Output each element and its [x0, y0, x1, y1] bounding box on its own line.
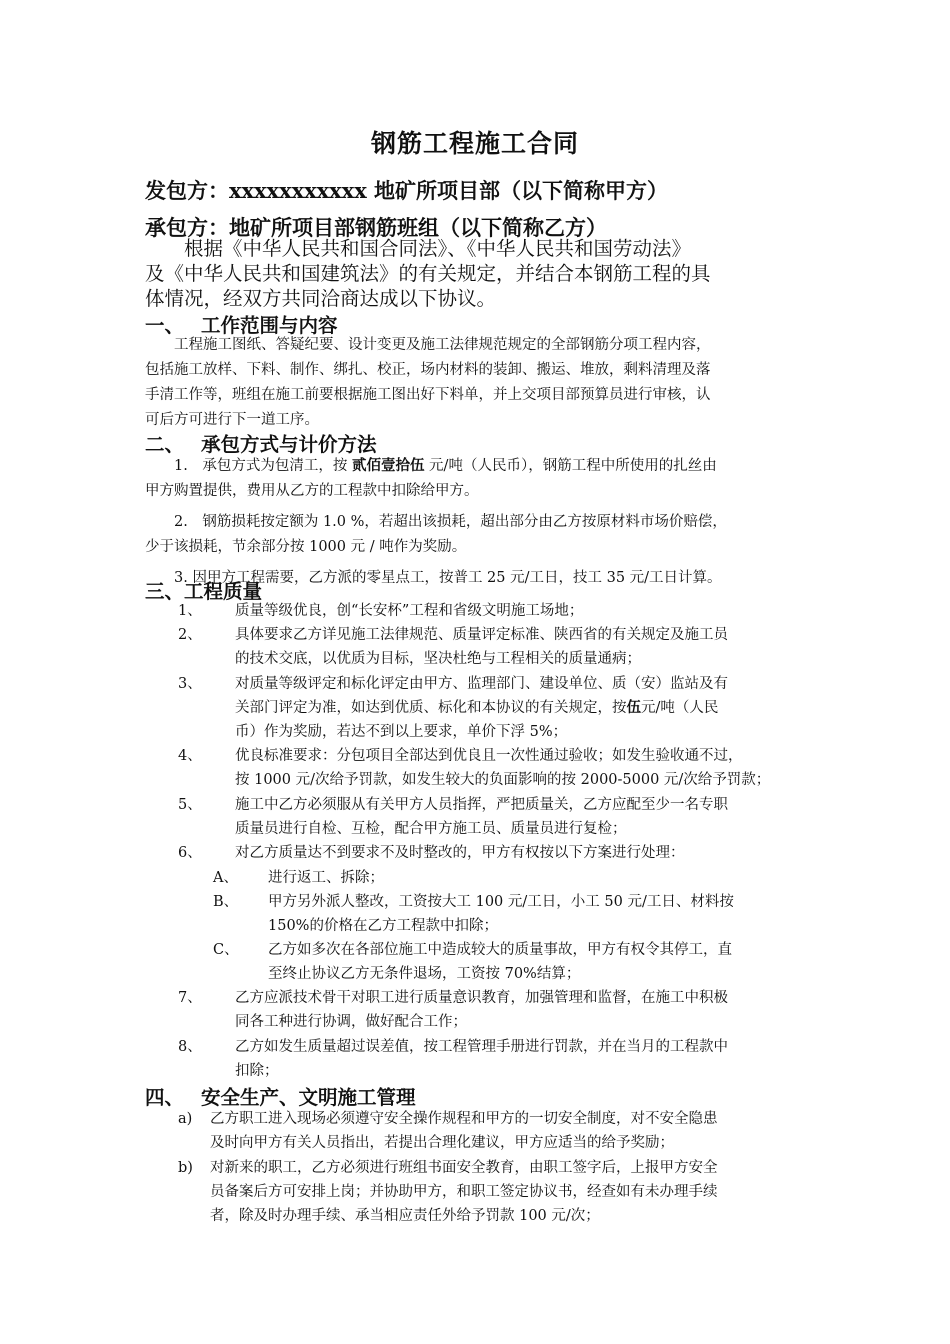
- section-3-heading: 三、工程质量: [145, 580, 263, 603]
- item-line: 按 1000 元/次给予罚款，如发生较大的负面影响的按 2000-5000 元/次给予罚款；: [235, 772, 771, 788]
- paragraph-line: 可后方可进行下一道工序。: [145, 412, 319, 428]
- item-marker: 5、: [178, 797, 202, 813]
- item-line: 甲方另外派人整改，工资按大工 100 元/工日，小工 50 元/工日、材料按: [268, 894, 734, 910]
- item-marker: 8、: [178, 1039, 202, 1055]
- item-text: [210, 1107, 718, 1155]
- item-text: [268, 866, 384, 890]
- paragraph-line: 2. 钢筋损耗按定额为 1.0 %，若超出该损耗，超出部分由乙方按原材料市场价赔偿，: [145, 514, 727, 530]
- item-marker: 2、: [178, 627, 202, 643]
- item-marker: 6、: [178, 845, 202, 861]
- item-line: 施工中乙方必须服从有关甲方人员指挥，严把质量关，乙方应配至少一名专职: [235, 797, 728, 813]
- item-text: [210, 1156, 718, 1228]
- item-marker: a): [178, 1111, 193, 1127]
- item-line: 币）作为奖励，若达不到以上要求，单价下浮 5%；: [235, 724, 568, 740]
- item-marker: 1、: [178, 603, 202, 619]
- section-number: 一、: [145, 314, 185, 337]
- intro-line: 根据《中华人民共和国合同法》、《中华人民共和国劳动法》: [145, 237, 692, 260]
- party-b-line: 承包方：地矿所项目部钢筋班组（以下简称乙方）: [145, 215, 607, 240]
- item-line: 者，除及时办理手续、承当相应责任外给予罚款 100 元/次；: [210, 1208, 600, 1224]
- item-marker: b): [178, 1160, 193, 1176]
- item-text: [235, 986, 728, 1034]
- item-marker: 4、: [178, 748, 202, 764]
- item-text: [235, 841, 685, 865]
- section-4-heading: [145, 1082, 416, 1110]
- section-2-paragraph: [145, 453, 810, 591]
- item-text: [235, 793, 728, 841]
- item-line: 及时向甲方有关人员指出，若提出合理化建议，甲方应适当的给予奖励；: [210, 1135, 674, 1151]
- paragraph-line: 包括施工放样、下料、制作、绑扎、校正，场内材料的装卸、搬运、堆放，剩料清理及落: [145, 362, 711, 378]
- intro-paragraph: [145, 236, 810, 311]
- item-line: 具体要求乙方详见施工法律规范、质量评定标准、陕西省的有关规定及施工员: [235, 627, 728, 643]
- document-title: 钢筋工程施工合同: [370, 129, 579, 158]
- item-text: [235, 599, 583, 623]
- item-line: 对乙方质量达不到要求不及时整改的，甲方有权按以下方案进行处理：: [235, 845, 685, 861]
- item-marker: B、: [213, 894, 239, 910]
- section-title: 工作范围与内容: [201, 314, 338, 337]
- item-line: 乙方如多次在各部位施工中造成较大的质量事故，甲方有权令其停工，直: [268, 942, 732, 958]
- price-amount: 贰佰壹拾伍: [351, 457, 425, 474]
- text-run: 元/吨（人民币），钢筋工程中所使用的扎丝由: [424, 458, 717, 474]
- intro-line: 体情况，经双方共同洽商达成以下协议。: [145, 287, 497, 310]
- item-line: [235, 696, 728, 720]
- section-number: 二、: [145, 433, 185, 456]
- item-text: [235, 1035, 728, 1083]
- item-marker: C、: [213, 942, 239, 958]
- item-marker: 3、: [178, 676, 202, 692]
- item-line: 150%的价格在乙方工程款中扣除；: [268, 918, 498, 934]
- item-line: 对质量等级评定和标化评定由甲方、监理部门、建设单位、质（安）监站及有: [235, 676, 728, 692]
- item-line: 至终止协议乙方无条件退场，工资按 70%结算；: [268, 966, 581, 982]
- item-marker: 7、: [178, 990, 202, 1006]
- intro-line: 及《中华人民共和国建筑法》的有关规定，并结合本钢筋工程的具: [145, 262, 711, 285]
- section-number: 四、: [145, 1086, 185, 1109]
- item-text: [235, 623, 728, 671]
- item-line: 对新来的职工，乙方必须进行班组书面安全教育，由职工签字后，上报甲方安全: [210, 1160, 718, 1176]
- item-line: 同各工种进行协调，做好配合工作；: [235, 1014, 467, 1030]
- item-line: 质量等级优良，创“长安杯”工程和省级文明施工场地；: [235, 603, 584, 619]
- paragraph-line: 甲方购置提供，费用从乙方的工程款中扣除给甲方。: [145, 483, 479, 499]
- text-run: 元/吨（人民: [641, 700, 719, 716]
- item-line: 员备案后方可安排上岗；并协助甲方，和职工签定协议书，经查如有未办理手续: [210, 1184, 718, 1200]
- paragraph-line: 手清工作等，班组在施工前要根据施工图出好下料单，并上交项目部预算员进行审核，认: [145, 387, 711, 403]
- item-line: 质量员进行自检、互检，配合甲方施工员、质量员进行复检；: [235, 821, 627, 837]
- item-line: 优良标准要求：分包项目全部达到优良且一次性通过验收；如发生验收通不过，: [235, 748, 743, 764]
- paragraph-line: 工程施工图纸、答疑纪要、设计变更及施工法律规范规定的全部钢筋分项工程内容，: [145, 337, 711, 353]
- section-title: 承包方式与计价方法: [201, 433, 377, 456]
- price-amount: 伍: [626, 699, 641, 716]
- paragraph-line: [145, 453, 810, 479]
- item-text: [235, 744, 770, 792]
- item-line: 乙方如发生质量超过误差值，按工程管理手册进行罚款，并在当月的工程款中: [235, 1039, 728, 1055]
- section-1-paragraph: [145, 333, 810, 433]
- party-a-line: 发包方：xxxxxxxxxxx 地矿所项目部（以下简称甲方）: [145, 178, 669, 203]
- item-line: 进行返工、拆除；: [268, 870, 384, 886]
- item-line: 的技术交底，以优质为目标，坚决杜绝与工程相关的质量通病；: [235, 651, 641, 667]
- paragraph-line: 3. 因甲方工程需要，乙方派的零星点工，按普工 25 元/工日，技工 35 元/工日计算。: [145, 570, 722, 586]
- item-text: [268, 938, 732, 986]
- item-line: 乙方职工进入现场必须遵守安全操作规程和甲方的一切安全制度，对不安全隐患: [210, 1111, 718, 1127]
- item-line: 乙方应派技术骨干对职工进行质量意识教育，加强管理和监督，在施工中积极: [235, 990, 728, 1006]
- paragraph-line: 少于该损耗，节余部分按 1000 元 / 吨作为奖励。: [145, 539, 467, 555]
- section-title: 安全生产、文明施工管理: [201, 1086, 416, 1109]
- item-text: [235, 672, 728, 744]
- text-run: 关部门评定为准，如达到优质、标化和本协议的有关规定，按: [235, 700, 627, 716]
- item-text: [268, 890, 734, 938]
- item-line: 扣除；: [235, 1063, 279, 1079]
- item-marker: A、: [213, 870, 238, 886]
- text-run: 1. 承包方式为包清工，按: [145, 458, 352, 474]
